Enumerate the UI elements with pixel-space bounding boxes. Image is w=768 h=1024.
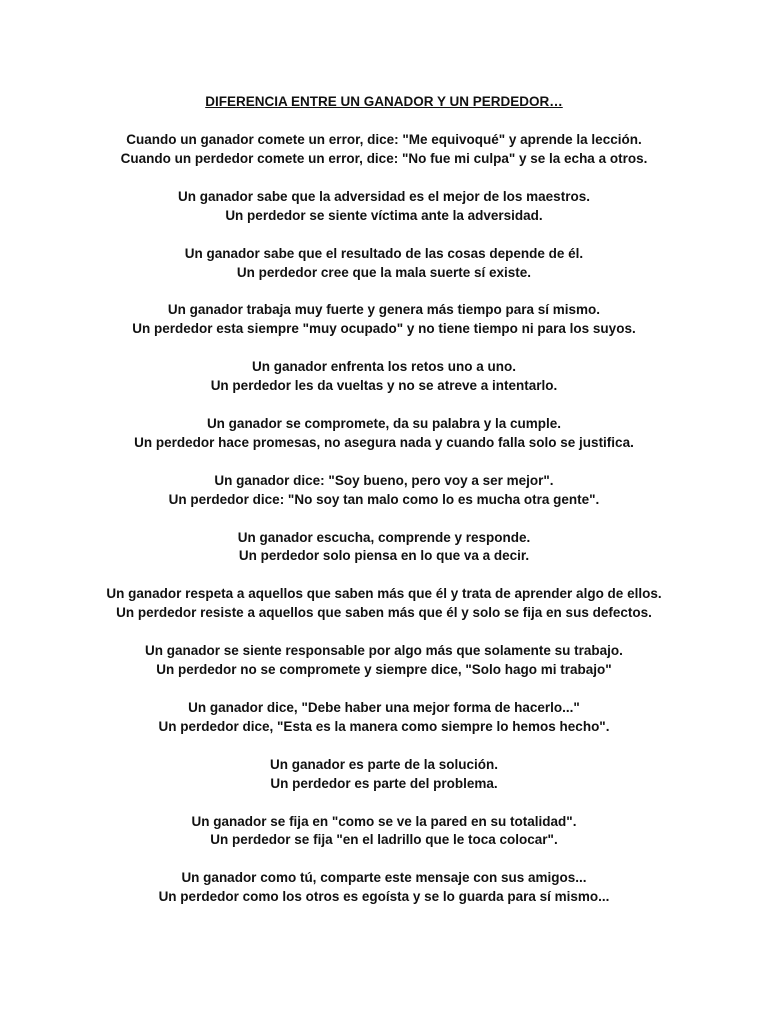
perdedor-line: Un perdedor es parte del problema. — [270, 775, 498, 791]
ganador-line: Un ganador escucha, comprende y responde. — [237, 529, 531, 545]
ganador-line: Un ganador se compromete, da su palabra y la cumple. — [206, 415, 562, 431]
paragraph-pair — [0, 642, 768, 699]
perdedor-line: Un perdedor les da vueltas y no se atreve a intentarlo. — [210, 378, 558, 394]
ganador-line: Un ganador sabe que la adversidad es el mejor de los maestros. — [178, 188, 590, 204]
perdedor-line: Un perdedor como los otros es egoísta y se lo guarda para sí mismo... — [158, 889, 610, 905]
paragraph-pair — [0, 472, 768, 529]
ganador-line: Un ganador como tú, comparte este mensaje con sus amigos... — [181, 870, 587, 886]
ganador-line: Un ganador sabe que el resultado de las cosas depende de él. — [184, 245, 584, 261]
ganador-line: Un ganador dice, "Debe haber una mejor forma de hacerlo..." — [188, 699, 580, 715]
paragraph-pair — [0, 529, 768, 586]
perdedor-line: Un perdedor se fija "en el ladrillo que le toca colocar". — [210, 832, 558, 848]
ganador-line: Cuando un ganador comete un error, dice: "Me equivoqué" y aprende la lección. — [126, 132, 642, 147]
perdedor-line: Cuando un perdedor comete un error, dice: "No fue mi culpa" y se la echa a otros. — [120, 150, 648, 166]
perdedor-line: Un perdedor no se compromete y siempre dice, "Solo hago mi trabajo" — [156, 662, 612, 678]
paragraph-pair — [0, 188, 768, 245]
document-body — [0, 131, 768, 926]
ganador-line: Un ganador es parte de la solución. — [269, 756, 499, 772]
document-title: DIFERENCIA ENTRE UN GANADOR Y UN PERDEDOR… — [205, 94, 563, 109]
perdedor-line: Un perdedor se siente víctima ante la adversidad. — [225, 207, 543, 223]
perdedor-line: Un perdedor esta siempre "muy ocupado" y no tiene tiempo ni para los suyos. — [132, 321, 636, 337]
paragraph-pair — [0, 869, 768, 926]
ganador-line: Un ganador se siente responsable por algo más que solamente su trabajo. — [145, 643, 623, 659]
perdedor-line: Un perdedor dice: "No soy tan malo como lo es mucha otra gente". — [168, 491, 600, 507]
perdedor-line: Un perdedor dice, "Esta es la manera como siempre lo hemos hecho". — [158, 718, 610, 734]
perdedor-line: Un perdedor solo piensa en lo que va a decir. — [238, 548, 530, 564]
paragraph-pair — [0, 301, 768, 358]
perdedor-line: Un perdedor resiste a aquellos que saben más que él y solo se fija en sus defectos. — [116, 605, 652, 621]
ganador-line: Un ganador enfrenta los retos uno a uno. — [251, 359, 517, 375]
ganador-line: Un ganador trabaja muy fuerte y genera más tiempo para sí mismo. — [167, 302, 601, 318]
paragraph-pair — [0, 245, 768, 302]
perdedor-line: Un perdedor cree que la mala suerte sí existe. — [236, 264, 532, 280]
paragraph-pair — [0, 699, 768, 756]
paragraph-pair — [0, 415, 768, 472]
paragraph-pair — [0, 131, 768, 188]
paragraph-pair — [0, 813, 768, 870]
ganador-line: Un ganador respeta a aquellos que saben más que él y trata de aprender algo de ellos. — [106, 586, 662, 602]
ganador-line: Un ganador dice: "Soy bueno, pero voy a ser mejor". — [214, 472, 554, 488]
paragraph-pair — [0, 358, 768, 415]
paragraph-pair — [0, 756, 768, 813]
paragraph-pair — [0, 585, 768, 642]
ganador-line: Un ganador se fija en "como se ve la pared en su totalidad". — [191, 813, 577, 829]
perdedor-line: Un perdedor hace promesas, no asegura nada y cuando falla solo se justifica. — [134, 434, 634, 450]
